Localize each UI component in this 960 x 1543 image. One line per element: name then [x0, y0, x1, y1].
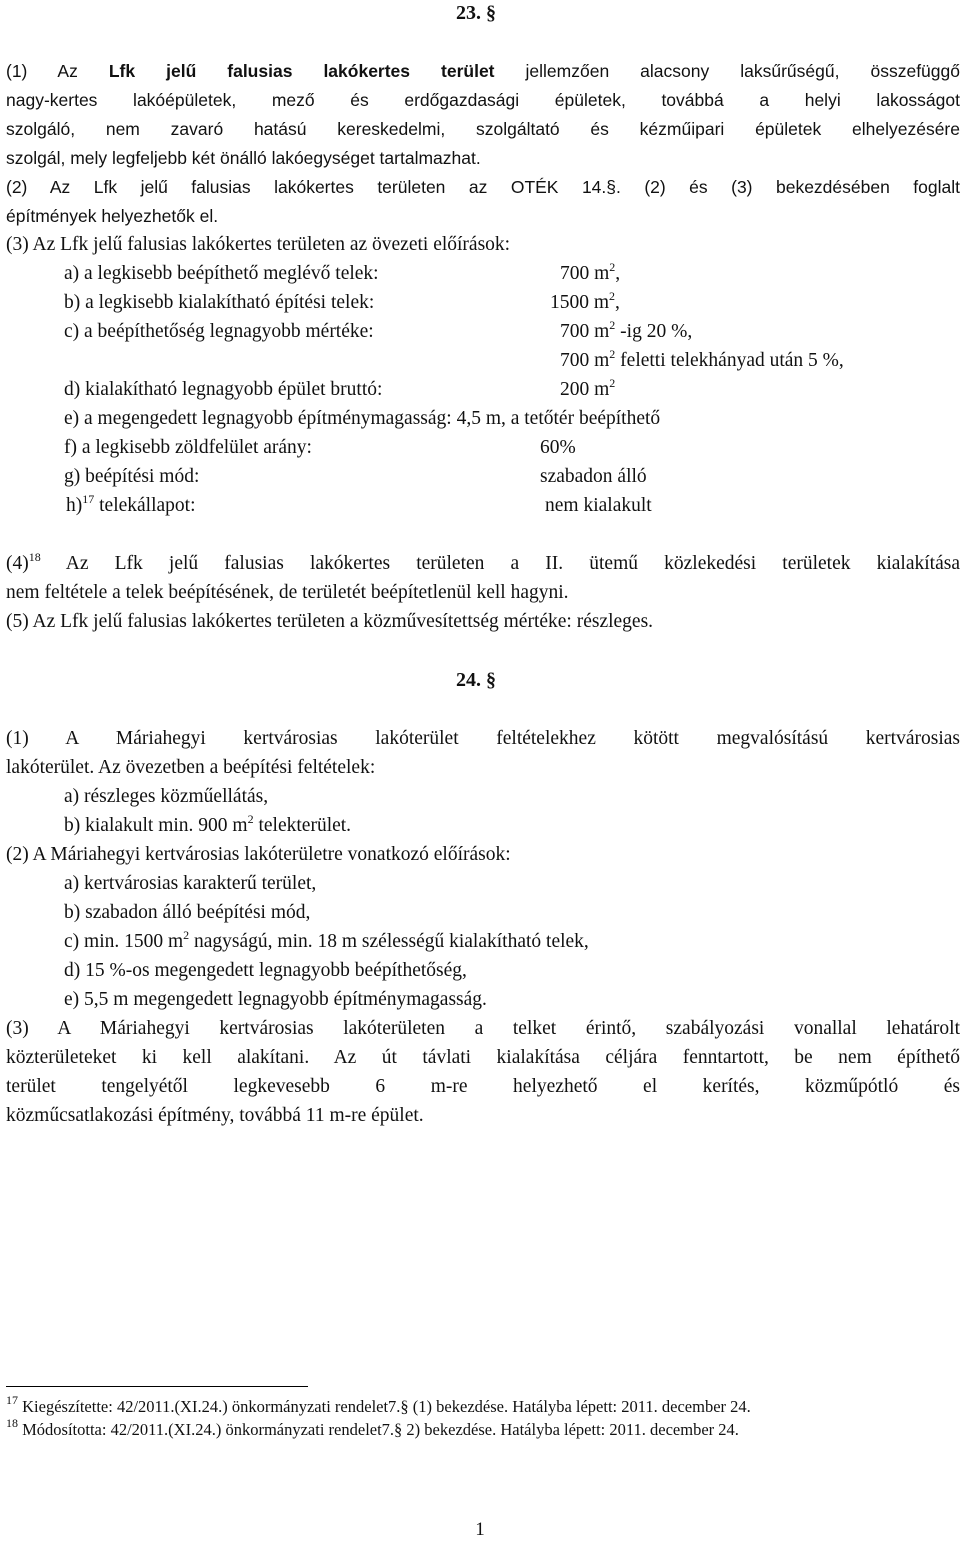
s24-p2-c: c) min. 1500 $m^2$ nagyságú, min. 18 m szélességű kialakítható telek,	[64, 928, 589, 952]
s23-p3-h-value: nem kialakult	[545, 495, 652, 516]
s24-p1-line1: (1) A Máriahegyi kertvárosias lakóterület feltételekhez kötött megvalósítású kertvárosias	[6, 728, 960, 749]
s24-p3-line2: közterületeket ki kell alakítani. Az út távlati kialakítása céljára fenntartott, be nem építhető	[6, 1047, 960, 1068]
s24-p1-b: b) kialakult min. 900 $m^2$ telekterület.	[64, 812, 352, 836]
s23-p3-e: e) a megengedett legnagyobb építménymagasság: 4,5 m, a tetőtér beépíthető	[64, 408, 661, 429]
section-23-heading: 23. §	[456, 2, 496, 24]
s23-p1-line3: szolgáló, nem zavaró hatású kereskedelmi, szolgáltató és kézműipari épületek elhelyezésére	[6, 119, 960, 139]
s24-p2-a: a) kertvárosias karakterű terület,	[64, 873, 317, 894]
s24-p3-line4: közműcsatlakozási építmény, továbbá 11 m-re épület.	[6, 1105, 424, 1126]
s23-p2-line1: (2) Az Lfk jelű falusias lakókertes területen az OTÉK 14.§. (2) és (3) bekezdésében foglalt	[6, 177, 960, 197]
s23-p3-d-label: d) kialakítható legnagyobb épület bruttó:	[64, 379, 383, 400]
s24-p2-intro: (2) A Máriahegyi kertvárosias lakóterületre vonatkozó előírások:	[6, 844, 511, 865]
s23-p1-line2: nagy-kertes lakóépületek, mező és erdőgazdasági épületek, továbbá a helyi lakosságot	[6, 90, 960, 110]
s23-p3-f-label: f) a legkisebb zöldfelület arány:	[64, 437, 312, 458]
s23-p1-line4: szolgál, mely legfeljebb két önálló lakóegységet tartalmazhat.	[6, 148, 481, 168]
s23-p3-f-value: 60%	[540, 437, 576, 458]
s24-p2-e: e) 5,5 m megengedett legnagyobb építménymagasság.	[64, 989, 487, 1010]
lfk-term: Lfk jelű falusias lakókertes terület	[108, 61, 495, 81]
s24-p2-b: b) szabadon álló beépítési mód,	[64, 902, 311, 923]
s23-p4-line1: $(4)^{18}$ Az Lfk jelű falusias lakókertes területen a II. ütemű közlekedési területek kialakítása	[6, 550, 960, 574]
s23-p3-b-label: b) a legkisebb kialakítható építési telek:	[64, 292, 375, 313]
s24-p3-line1: (3) A Máriahegyi kertvárosias lakóterületen a telket érintő, szabályozási vonallal lehatárolt	[6, 1018, 960, 1039]
s23-p3-d-value: 200 $m^2$	[560, 376, 616, 400]
footnote-18: $^{18}$ Módosította: 42/2011.(XI.24.) önkormányzati rendelet7.§ 2) bekezdése. Hatályba lépett: 2011. december 24.	[6, 1416, 739, 1439]
s24-p2-d: d) 15 %-os megengedett legnagyobb beépíthetőség,	[64, 960, 467, 981]
footnote-17: $^{17}$ Kiegészítette: 42/2011.(XI.24.) önkormányzati rendelet7.§ (1) bekezdése. Hatályba lépett: 2011. december 24.	[6, 1393, 751, 1416]
s23-p1-line1: (1) Az Lfk jelű falusias lakókertes terület jellemzően alacsony laksűrűségű, összefüggő	[6, 61, 960, 81]
s23-p3-c-value: 700 $m^2$ -ig 20 %,	[560, 318, 693, 342]
s23-p4-line2: nem feltétele a telek beépítésének, de területét beépítetlenül kell hagyni.	[6, 582, 569, 603]
s24-p1-a: a) részleges közműellátás,	[64, 786, 269, 807]
section-24-heading: 24. §	[456, 669, 496, 691]
s23-p3-a-label: a) a legkisebb beépíthető meglévő telek:	[64, 263, 379, 284]
s23-p2-line2: építmények helyezhetők el.	[6, 206, 219, 226]
s23-p3-a-value: 700 $m^2$,	[560, 260, 621, 284]
s24-p3-line3: terület tengelyétől legkevesebb 6 m-re helyezhető el kerítés, közműpótló és	[6, 1076, 960, 1097]
footnote-ref-17[interactable]: 17	[82, 492, 95, 506]
footnote-separator	[6, 1386, 308, 1387]
s23-p3-g-value: szabadon álló	[540, 466, 647, 487]
s23-p3-b-value: 1500 $m^2$,	[550, 289, 620, 313]
footnote-ref-18[interactable]: 18	[28, 550, 41, 564]
s23-p3-c-label: c) a beépíthetőség legnagyobb mértéke:	[64, 321, 374, 342]
s23-p5: (5) Az Lfk jelű falusias lakókertes területen a közművesítettség mértéke: részleges.	[6, 611, 654, 632]
s23-p3-c-value2: 700 $m^2$ feletti telekhányad után 5 %,	[560, 347, 844, 371]
s24-p1-line2: lakóterület. Az övezetben a beépítési feltételek:	[6, 757, 376, 778]
s23-p3-g-label: g) beépítési mód:	[64, 466, 200, 487]
s23-p3-intro: (3) Az Lfk jelű falusias lakókertes területen az övezeti előírások:	[6, 234, 511, 255]
page-number: 1	[475, 1519, 485, 1540]
s23-p3-h-label: h)$^{17}$ telekállapot:	[66, 492, 196, 516]
